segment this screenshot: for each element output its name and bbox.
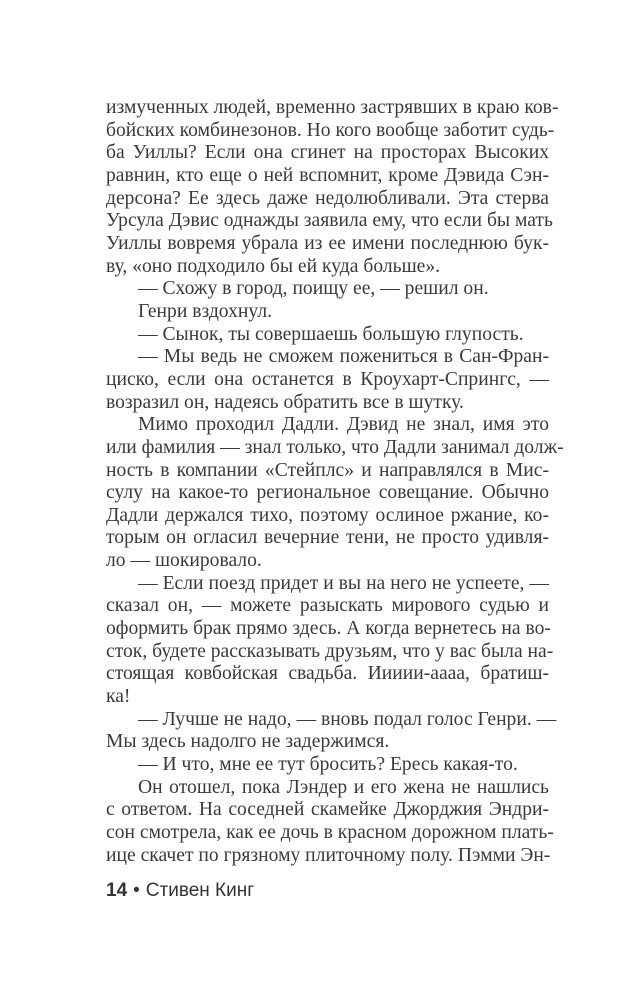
text-line: торым он огласил вечерние тени, не просто удивля- — [106, 527, 549, 549]
text-line: — И что, мне ее тут бросить? Ересь какая-то. — [138, 754, 518, 776]
text-line: ице скачет по грязному плиточному полу. Пэмми Эн- — [106, 844, 551, 866]
text-line: ность в компании «Стейплс» и направлялся в Мис- — [106, 459, 549, 481]
text-line: — Если поезд придет и вы на него не успеете, — — [138, 572, 549, 594]
text-line: сулу на какое-то региональное совещание. Обычно — [106, 482, 549, 504]
page-number: 14 — [106, 880, 128, 901]
page-body — [106, 97, 564, 867]
running-footer — [106, 880, 254, 902]
text-line: или фамилия — знал только, что Дадли занимал долж- — [106, 436, 564, 458]
text-line: сказал он, — можете разыскать мирового судью и — [106, 595, 549, 617]
text-line: Мы здесь надолго не задержимся. — [106, 731, 390, 753]
footer-author: Стивен Кинг — [145, 880, 255, 901]
text-line: циско, если она останется в Кроухарт-Спрингс, — — [106, 368, 549, 390]
text-line: сон смотрела, как ее дочь в красном дорожном плать- — [106, 822, 554, 843]
text-line: равнин, кто еще о ней вспомнит, кроме Дэвида Сэн- — [106, 164, 549, 186]
text-line: возразил он, надеясь обратить все в шутку. — [106, 391, 464, 413]
text-line: измученных людей, временно застрявших в краю ков- — [106, 97, 559, 118]
text-line: с ответом. На соседней скамейке Джорджия Эндри- — [106, 799, 549, 821]
text-line: ка! — [106, 686, 131, 708]
text-line: Урсула Дэвис однажды заявила ему, что если бы мать — [106, 210, 553, 232]
text-line: Генри вздохнул. — [138, 300, 273, 322]
text-line: Уиллы вовремя убрала из ее имени последнюю бук- — [106, 232, 549, 254]
text-line: — Схожу в город, поищу ее, — решил он. — [138, 278, 489, 300]
text-line: — Мы ведь не сможем пожениться в Сан-Фран- — [138, 346, 549, 368]
text-line: бойских комбинезонов. Но кого вообще заботит судь- — [106, 119, 555, 141]
text-line: ло — шокировало. — [106, 550, 262, 572]
text-line: дерсона? Ее здесь даже недолюбливали. Эта стерва — [106, 187, 549, 209]
text-line: стоящая ковбойская свадьба. Иииии-аааа, братиш- — [106, 663, 549, 685]
text-line: Он отошел, пока Лэндер и его жена не нашлись — [138, 776, 549, 798]
text-line: Мимо проходил Дадли. Дэвид не знал, имя это — [138, 414, 549, 436]
text-line: Дадли держался тихо, поэтому ослиное ржание, ко- — [106, 504, 549, 526]
text-line: ба Уиллы? Если она сгинет на просторах Высоких — [106, 142, 549, 164]
text-line: — Лучше не надо, — вновь подал голос Генри. — — [138, 708, 557, 730]
text-line: ву, «оно подходило бы ей куда больше». — [106, 255, 441, 277]
footer-separator: • — [133, 880, 140, 901]
text-line: — Сынок, ты совершаешь большую глупость. — [138, 323, 524, 345]
text-line: сток, будете рассказывать друзьям, что у вас была на- — [106, 640, 554, 662]
text-line: оформить брак прямо здесь. А когда вернетесь на во- — [106, 618, 551, 640]
